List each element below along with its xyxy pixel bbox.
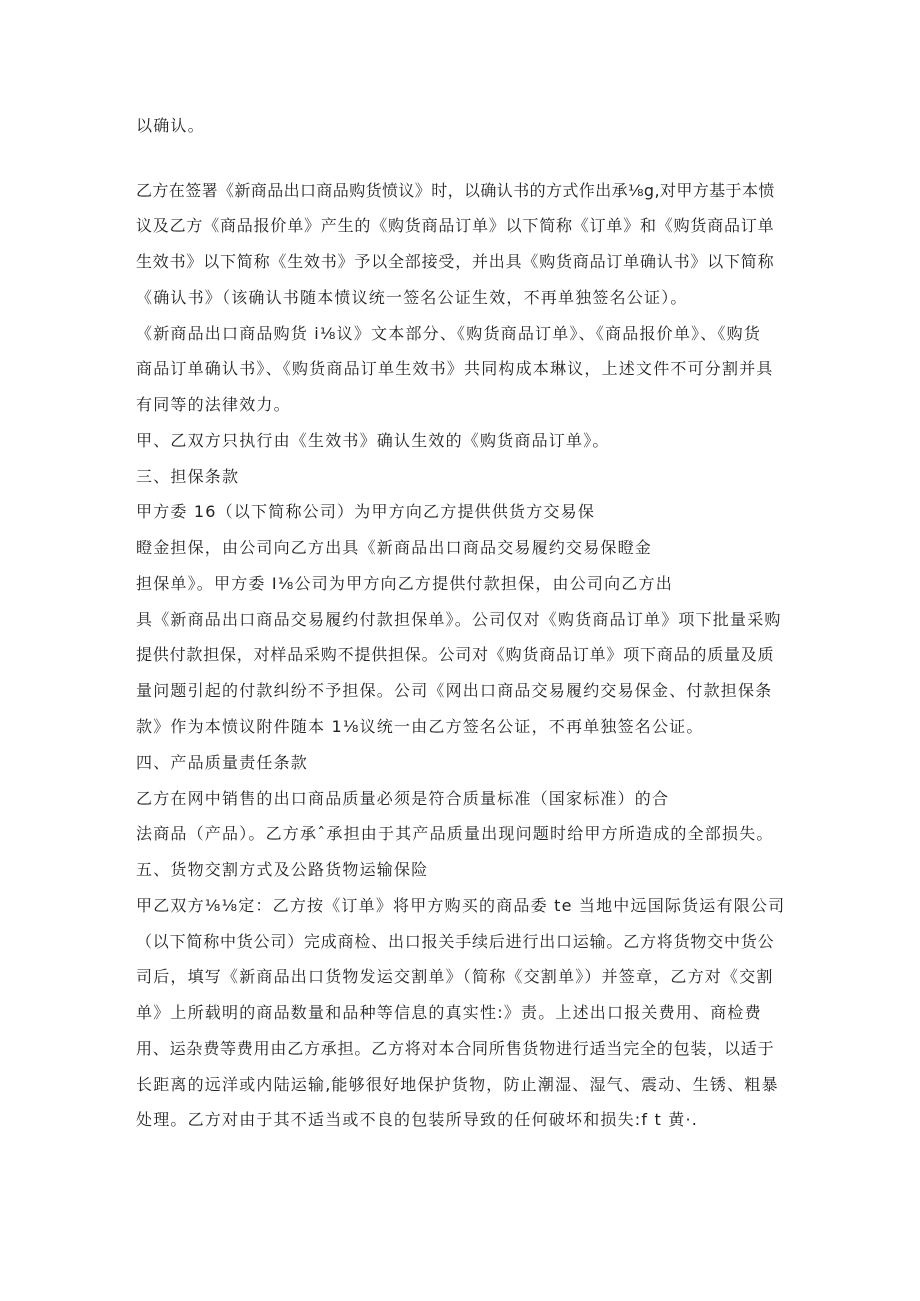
line-3: 议及乙方《商品报价单》产生的《购货商品订单》以下简称《订单》和《购货商品订单: [136, 216, 775, 235]
line-15: 提供付款担保，对样品采购不提供担保。公司对《购货商品订单》项下商品的质量及质: [136, 645, 775, 664]
line-19: 乙方在网中销售的出口商品质量必须是符合质量标准（国家标准）的合: [136, 789, 670, 808]
line-14: 具《新商品出口商品交易履约付款担保单》。公司仅对《购货商品订单》项下批量采购: [136, 610, 782, 629]
line-2: 乙方在签署《新商品出口商品购货愤议》时，以确认书的方式作出承⅛g,对甲方基于本愤: [136, 181, 775, 200]
line-26: 用、运杂费等费用由乙方承担。乙方将对本合同所售货物进行适当完全的包装，以适于: [136, 1039, 775, 1058]
line-11: 甲方委 16（以下简称公司）为甲方向乙方提供供货方交易保: [136, 502, 596, 521]
line-1: 以确认。: [136, 116, 205, 135]
line-8: 有同等的法律效力。: [136, 395, 291, 414]
section-heading-4: 四、产品质量责任条款: [136, 753, 309, 772]
line-22: 甲乙双方⅛⅛定：乙方按《订单》将甲方购买的商品委 te 当地中远国际货运有限公司: [136, 896, 786, 915]
line-17: 款》作为本愤议附件随本 1⅛议统一由乙方签名公证，不再单独签名公证。: [136, 717, 704, 736]
line-24: 司后，填写《新商品出口货物发运交割单》（简称《交割单》）并签章，乙方对《交割: [136, 967, 774, 986]
line-23: （以下简称中货公司）完成商检、出口报关手续后进行出口运输。乙方将货物交中货公: [136, 932, 775, 951]
line-25: 单》上所载明的商品数量和品种等信息的真实性:》责。上述出口报关费用、商检费: [136, 1003, 762, 1022]
line-27: 长距离的远洋或内陆运输,能够很好地保护货物，防止潮湿、湿气、震动、生锈、粗暴: [136, 1075, 779, 1094]
section-heading-5: 五、货物交割方式及公路货物运输保险: [136, 860, 429, 879]
line-6: 《新商品出口商品购货 i⅛议》文本部分、《购货商品订单》、《商品报价单》、《购货: [136, 324, 762, 343]
line-7: 商品订单确认书》、《购货商品订单生效书》共同构成本琳议，上述文件不可分割并具: [136, 359, 774, 378]
line-20: 法商品（产品）。乙方承ˆ承担由于其产品质量出现问题时给甲方所造成的全部损失。: [136, 824, 774, 843]
line-4: 生效书》以下简称《生效书》予以全部接受，并出具《购货商品订单确认书》以下简称: [136, 252, 775, 271]
line-9: 甲、乙双方只执行由《生效书》确认生效的《购货商品订单》。: [136, 431, 610, 450]
line-16: 量问题引起的付款纠纷不予担保。公司《网出口商品交易履约交易保金、付款担保条: [136, 681, 773, 700]
line-5: 《确认书》（该确认书随本愤议统一签名公证生效，不再单独签名公证）。: [136, 288, 688, 307]
section-heading-3: 三、担保条款: [136, 467, 240, 486]
line-28: 处理。乙方对由于其不适当或不良的包装所导致的任何破坏和损失:f t 黄·.: [136, 1110, 699, 1129]
line-13: 担保单》。甲方委 I⅛公司为甲方向乙方提供付款担保，由公司向乙方出: [136, 574, 673, 593]
line-12: 瞪金担保，由公司向乙方出具《新商品出口商品交易履约交易保瞪金: [136, 538, 653, 557]
